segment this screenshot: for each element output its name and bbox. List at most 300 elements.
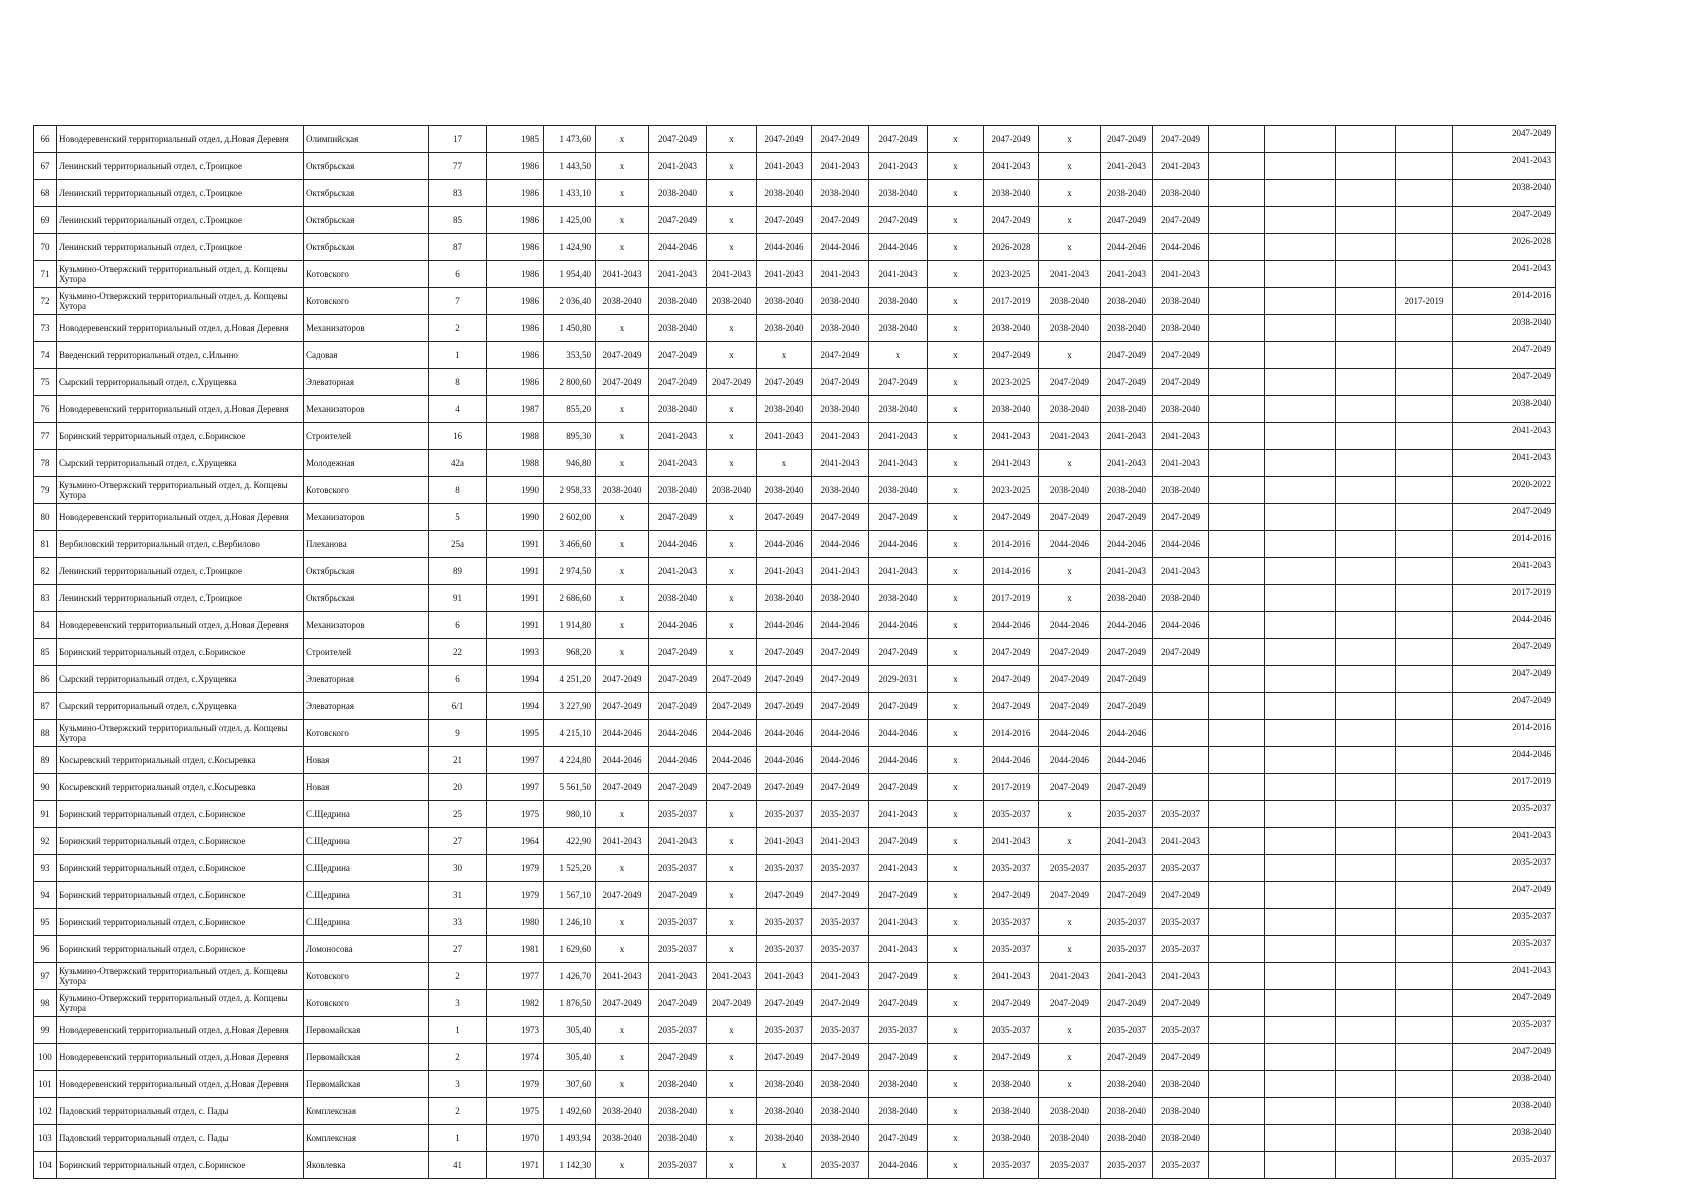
- cell-build-year: 1990: [487, 477, 544, 504]
- cell-row-number: 72: [34, 288, 57, 315]
- cell-period-11: 2044-2046: [1153, 531, 1209, 558]
- cell-house-number: 9: [429, 720, 487, 747]
- cell-period-12: [1209, 1017, 1265, 1044]
- cell-period-12: [1209, 153, 1265, 180]
- cell-territorial-department: Косыревский территориальный отдел, с.Косыревка: [57, 774, 304, 801]
- cell-period-3: х: [707, 1044, 757, 1071]
- cell-period-5: 2047-2049: [812, 369, 869, 396]
- cell-period-14: [1336, 1098, 1396, 1125]
- cell-territorial-department: Ленинский территориальный отдел, с.Троицкое: [57, 153, 304, 180]
- cell-period-11: 2038-2040: [1153, 1098, 1209, 1125]
- cell-period-6: 2047-2049: [869, 639, 928, 666]
- cell-period-7: х: [928, 369, 984, 396]
- cell-period-1: 2047-2049: [596, 774, 649, 801]
- cell-period-14: [1336, 450, 1396, 477]
- cell-period-14: [1336, 612, 1396, 639]
- cell-period-11: [1153, 720, 1209, 747]
- document-page: [33, 125, 1556, 1179]
- cell-period-8: 2014-2016: [984, 531, 1039, 558]
- cell-period-10: 2038-2040: [1101, 315, 1153, 342]
- cell-period-2: 2041-2043: [649, 963, 707, 990]
- cell-house-number: 25: [429, 801, 487, 828]
- table-row: [34, 180, 1556, 207]
- cell-period-2: 2041-2043: [649, 261, 707, 288]
- cell-period-9: 2047-2049: [1039, 369, 1101, 396]
- cell-period-14: [1336, 1071, 1396, 1098]
- cell-period-4: 2041-2043: [757, 153, 812, 180]
- cell-house-number: 7: [429, 288, 487, 315]
- cell-period-13: [1265, 450, 1336, 477]
- cell-period-7: х: [928, 1125, 984, 1152]
- cell-final-period: 2038-2040: [1453, 180, 1556, 207]
- cell-period-2: 2047-2049: [649, 369, 707, 396]
- cell-period-8: 2047-2049: [984, 207, 1039, 234]
- cell-period-9: 2047-2049: [1039, 693, 1101, 720]
- cell-period-2: 2047-2049: [649, 126, 707, 153]
- cell-period-15: [1396, 1071, 1453, 1098]
- cell-period-8: 2017-2019: [984, 774, 1039, 801]
- cell-period-1: 2047-2049: [596, 342, 649, 369]
- cell-area: 855,20: [544, 396, 596, 423]
- cell-house-number: 16: [429, 423, 487, 450]
- cell-build-year: 1981: [487, 936, 544, 963]
- table-row: [34, 585, 1556, 612]
- cell-period-3: х: [707, 504, 757, 531]
- cell-period-9: 2044-2046: [1039, 612, 1101, 639]
- cell-period-1: х: [596, 504, 649, 531]
- table-row: [34, 153, 1556, 180]
- cell-build-year: 1990: [487, 504, 544, 531]
- cell-territorial-department: Кузьмино-Отвержский территориальный отдел, д. Копцевы Хутора: [57, 720, 304, 747]
- cell-build-year: 1977: [487, 963, 544, 990]
- cell-period-11: 2035-2037: [1153, 1152, 1209, 1179]
- cell-period-10: 2035-2037: [1101, 909, 1153, 936]
- cell-street: Олимпийская: [304, 126, 429, 153]
- cell-period-11: 2038-2040: [1153, 585, 1209, 612]
- cell-period-1: х: [596, 207, 649, 234]
- cell-period-10: 2041-2043: [1101, 963, 1153, 990]
- table-row: [34, 693, 1556, 720]
- cell-period-3: 2038-2040: [707, 477, 757, 504]
- cell-period-8: 2017-2019: [984, 585, 1039, 612]
- cell-row-number: 101: [34, 1071, 57, 1098]
- cell-period-2: 2038-2040: [649, 396, 707, 423]
- cell-period-15: [1396, 855, 1453, 882]
- cell-period-11: 2047-2049: [1153, 639, 1209, 666]
- cell-period-9: х: [1039, 450, 1101, 477]
- cell-period-6: 2044-2046: [869, 720, 928, 747]
- cell-period-13: [1265, 1044, 1336, 1071]
- cell-period-1: 2047-2049: [596, 693, 649, 720]
- cell-period-14: [1336, 936, 1396, 963]
- cell-period-7: х: [928, 1071, 984, 1098]
- cell-period-15: [1396, 639, 1453, 666]
- cell-period-14: [1336, 342, 1396, 369]
- cell-period-1: х: [596, 855, 649, 882]
- cell-period-13: [1265, 666, 1336, 693]
- cell-house-number: 25а: [429, 531, 487, 558]
- cell-house-number: 31: [429, 882, 487, 909]
- cell-period-1: х: [596, 936, 649, 963]
- cell-period-7: х: [928, 990, 984, 1017]
- cell-final-period: 2026-2028: [1453, 234, 1556, 261]
- cell-period-4: 2041-2043: [757, 261, 812, 288]
- cell-period-11: 2038-2040: [1153, 180, 1209, 207]
- cell-build-year: 1970: [487, 1125, 544, 1152]
- cell-period-11: 2038-2040: [1153, 396, 1209, 423]
- cell-territorial-department: Кузьмино-Отвержский территориальный отдел, д. Копцевы Хутора: [57, 288, 304, 315]
- cell-period-9: х: [1039, 1071, 1101, 1098]
- cell-period-10: 2044-2046: [1101, 747, 1153, 774]
- cell-period-15: [1396, 747, 1453, 774]
- cell-period-3: 2041-2043: [707, 963, 757, 990]
- cell-final-period: 2017-2019: [1453, 774, 1556, 801]
- cell-period-5: 2047-2049: [812, 504, 869, 531]
- cell-period-2: 2038-2040: [649, 1071, 707, 1098]
- cell-period-3: х: [707, 1071, 757, 1098]
- cell-build-year: 1980: [487, 909, 544, 936]
- cell-period-7: х: [928, 396, 984, 423]
- cell-period-1: х: [596, 450, 649, 477]
- cell-build-year: 1991: [487, 531, 544, 558]
- cell-period-11: 2038-2040: [1153, 1125, 1209, 1152]
- cell-period-11: 2044-2046: [1153, 612, 1209, 639]
- cell-period-14: [1336, 720, 1396, 747]
- cell-period-1: 2047-2049: [596, 990, 649, 1017]
- cell-period-15: [1396, 342, 1453, 369]
- cell-period-5: 2044-2046: [812, 234, 869, 261]
- cell-period-2: 2038-2040: [649, 477, 707, 504]
- cell-period-10: 2041-2043: [1101, 153, 1153, 180]
- cell-period-12: [1209, 450, 1265, 477]
- cell-house-number: 91: [429, 585, 487, 612]
- cell-period-14: [1336, 288, 1396, 315]
- cell-period-7: х: [928, 585, 984, 612]
- table-row: [34, 1098, 1556, 1125]
- cell-period-5: 2044-2046: [812, 612, 869, 639]
- cell-period-3: х: [707, 936, 757, 963]
- cell-period-11: 2047-2049: [1153, 126, 1209, 153]
- cell-period-3: х: [707, 531, 757, 558]
- cell-row-number: 77: [34, 423, 57, 450]
- cell-period-15: [1396, 828, 1453, 855]
- cell-period-6: 2029-2031: [869, 666, 928, 693]
- cell-period-7: х: [928, 531, 984, 558]
- cell-period-11: 2035-2037: [1153, 855, 1209, 882]
- cell-territorial-department: Боринский территориальный отдел, с.Боринское: [57, 801, 304, 828]
- cell-period-5: 2038-2040: [812, 585, 869, 612]
- cell-area: 2 800,60: [544, 369, 596, 396]
- cell-period-3: 2047-2049: [707, 693, 757, 720]
- table-row: [34, 1071, 1556, 1098]
- cell-territorial-department: Ленинский территориальный отдел, с.Троицкое: [57, 585, 304, 612]
- cell-build-year: 1988: [487, 450, 544, 477]
- cell-period-11: 2047-2049: [1153, 990, 1209, 1017]
- cell-period-10: 2047-2049: [1101, 207, 1153, 234]
- cell-period-13: [1265, 774, 1336, 801]
- cell-period-1: 2044-2046: [596, 747, 649, 774]
- cell-period-12: [1209, 342, 1265, 369]
- cell-period-10: 2047-2049: [1101, 369, 1153, 396]
- cell-period-2: 2047-2049: [649, 207, 707, 234]
- cell-final-period: 2038-2040: [1453, 1098, 1556, 1125]
- cell-house-number: 6: [429, 261, 487, 288]
- cell-build-year: 1986: [487, 180, 544, 207]
- cell-area: 2 036,40: [544, 288, 596, 315]
- cell-row-number: 87: [34, 693, 57, 720]
- cell-period-11: 2038-2040: [1153, 1071, 1209, 1098]
- cell-period-4: 2038-2040: [757, 180, 812, 207]
- cell-period-5: 2041-2043: [812, 261, 869, 288]
- cell-period-2: 2035-2037: [649, 936, 707, 963]
- cell-area: 3 466,60: [544, 531, 596, 558]
- cell-row-number: 96: [34, 936, 57, 963]
- cell-period-3: х: [707, 342, 757, 369]
- cell-row-number: 100: [34, 1044, 57, 1071]
- cell-territorial-department: Косыревский территориальный отдел, с.Косыревка: [57, 747, 304, 774]
- cell-period-2: 2041-2043: [649, 450, 707, 477]
- cell-period-6: х: [869, 342, 928, 369]
- cell-period-7: х: [928, 450, 984, 477]
- cell-area: 5 561,50: [544, 774, 596, 801]
- cell-row-number: 99: [34, 1017, 57, 1044]
- cell-row-number: 71: [34, 261, 57, 288]
- cell-period-2: 2044-2046: [649, 612, 707, 639]
- cell-period-5: 2038-2040: [812, 396, 869, 423]
- cell-territorial-department: Кузьмино-Отвержский территориальный отдел, д. Копцевы Хутора: [57, 963, 304, 990]
- cell-house-number: 89: [429, 558, 487, 585]
- cell-house-number: 8: [429, 477, 487, 504]
- cell-area: 305,40: [544, 1017, 596, 1044]
- cell-period-1: х: [596, 558, 649, 585]
- cell-period-8: 2044-2046: [984, 747, 1039, 774]
- cell-period-15: [1396, 450, 1453, 477]
- cell-final-period: 2038-2040: [1453, 1125, 1556, 1152]
- cell-period-5: 2041-2043: [812, 153, 869, 180]
- cell-period-7: х: [928, 207, 984, 234]
- cell-period-14: [1336, 153, 1396, 180]
- cell-period-4: 2047-2049: [757, 639, 812, 666]
- cell-period-8: 2047-2049: [984, 882, 1039, 909]
- cell-build-year: 1979: [487, 1071, 544, 1098]
- cell-period-10: 2047-2049: [1101, 1044, 1153, 1071]
- cell-period-12: [1209, 180, 1265, 207]
- cell-house-number: 22: [429, 639, 487, 666]
- cell-period-9: 2038-2040: [1039, 315, 1101, 342]
- cell-period-7: х: [928, 558, 984, 585]
- cell-period-1: х: [596, 585, 649, 612]
- cell-period-12: [1209, 261, 1265, 288]
- cell-period-5: 2047-2049: [812, 126, 869, 153]
- cell-period-6: 2041-2043: [869, 936, 928, 963]
- cell-period-11: 2035-2037: [1153, 801, 1209, 828]
- cell-period-15: [1396, 936, 1453, 963]
- cell-street: С.Щедрина: [304, 855, 429, 882]
- cell-build-year: 1964: [487, 828, 544, 855]
- cell-period-12: [1209, 126, 1265, 153]
- cell-period-15: [1396, 234, 1453, 261]
- cell-period-8: 2035-2037: [984, 909, 1039, 936]
- cell-house-number: 77: [429, 153, 487, 180]
- cell-period-13: [1265, 153, 1336, 180]
- cell-period-4: 2047-2049: [757, 1044, 812, 1071]
- cell-row-number: 97: [34, 963, 57, 990]
- cell-period-11: 2035-2037: [1153, 936, 1209, 963]
- cell-period-15: [1396, 261, 1453, 288]
- cell-build-year: 1997: [487, 747, 544, 774]
- cell-period-15: [1396, 1044, 1453, 1071]
- cell-build-year: 1979: [487, 855, 544, 882]
- cell-street: Механизаторов: [304, 396, 429, 423]
- cell-period-9: х: [1039, 126, 1101, 153]
- cell-period-2: 2047-2049: [649, 1044, 707, 1071]
- cell-period-2: 2035-2037: [649, 1152, 707, 1179]
- cell-period-14: [1336, 396, 1396, 423]
- cell-house-number: 20: [429, 774, 487, 801]
- cell-period-7: х: [928, 1044, 984, 1071]
- table-row: [34, 774, 1556, 801]
- cell-period-12: [1209, 531, 1265, 558]
- cell-period-1: 2038-2040: [596, 1098, 649, 1125]
- cell-house-number: 4: [429, 396, 487, 423]
- cell-final-period: 2035-2037: [1453, 936, 1556, 963]
- cell-period-14: [1336, 504, 1396, 531]
- cell-area: 1 443,50: [544, 153, 596, 180]
- cell-row-number: 85: [34, 639, 57, 666]
- cell-area: 1 425,00: [544, 207, 596, 234]
- cell-row-number: 103: [34, 1125, 57, 1152]
- cell-period-6: 2047-2049: [869, 1125, 928, 1152]
- cell-period-4: 2044-2046: [757, 747, 812, 774]
- cell-period-8: 2047-2049: [984, 1044, 1039, 1071]
- cell-period-1: 2047-2049: [596, 666, 649, 693]
- cell-final-period: 2035-2037: [1453, 1017, 1556, 1044]
- cell-period-6: 2047-2049: [869, 504, 928, 531]
- cell-period-7: х: [928, 234, 984, 261]
- cell-period-8: 2023-2025: [984, 477, 1039, 504]
- cell-territorial-department: Новодеревенский территориальный отдел, д.Новая Деревня: [57, 612, 304, 639]
- cell-period-9: 2041-2043: [1039, 261, 1101, 288]
- cell-period-11: 2047-2049: [1153, 342, 1209, 369]
- cell-period-14: [1336, 261, 1396, 288]
- cell-period-9: 2047-2049: [1039, 504, 1101, 531]
- cell-period-2: 2047-2049: [649, 774, 707, 801]
- cell-area: 1 492,60: [544, 1098, 596, 1125]
- cell-period-12: [1209, 396, 1265, 423]
- cell-period-1: х: [596, 234, 649, 261]
- cell-period-5: 2047-2049: [812, 882, 869, 909]
- cell-territorial-department: Кузьмино-Отвержский территориальный отдел, д. Копцевы Хутора: [57, 261, 304, 288]
- cell-period-7: х: [928, 639, 984, 666]
- cell-period-4: х: [757, 450, 812, 477]
- cell-period-2: 2041-2043: [649, 423, 707, 450]
- cell-period-10: 2047-2049: [1101, 504, 1153, 531]
- cell-area: 946,80: [544, 450, 596, 477]
- cell-final-period: 2020-2022: [1453, 477, 1556, 504]
- cell-period-8: 2017-2019: [984, 288, 1039, 315]
- cell-period-13: [1265, 180, 1336, 207]
- cell-period-15: [1396, 423, 1453, 450]
- cell-period-4: 2047-2049: [757, 666, 812, 693]
- cell-period-11: 2047-2049: [1153, 207, 1209, 234]
- cell-row-number: 83: [34, 585, 57, 612]
- cell-period-10: 2035-2037: [1101, 1017, 1153, 1044]
- cell-period-6: 2041-2043: [869, 261, 928, 288]
- cell-period-15: [1396, 153, 1453, 180]
- cell-period-5: 2035-2037: [812, 1152, 869, 1179]
- cell-final-period: 2047-2049: [1453, 666, 1556, 693]
- cell-territorial-department: Боринский территориальный отдел, с.Боринское: [57, 423, 304, 450]
- cell-period-10: 2035-2037: [1101, 855, 1153, 882]
- cell-period-7: х: [928, 747, 984, 774]
- cell-period-3: х: [707, 396, 757, 423]
- cell-period-7: х: [928, 882, 984, 909]
- cell-period-4: 2038-2040: [757, 585, 812, 612]
- cell-period-4: х: [757, 342, 812, 369]
- cell-street: Котовского: [304, 990, 429, 1017]
- cell-street: Котовского: [304, 477, 429, 504]
- cell-final-period: 2041-2043: [1453, 423, 1556, 450]
- cell-period-15: [1396, 801, 1453, 828]
- cell-period-13: [1265, 747, 1336, 774]
- cell-period-15: [1396, 882, 1453, 909]
- cell-period-4: 2047-2049: [757, 882, 812, 909]
- cell-period-5: 2041-2043: [812, 558, 869, 585]
- table-body: [34, 126, 1556, 1179]
- cell-row-number: 94: [34, 882, 57, 909]
- cell-period-10: 2047-2049: [1101, 693, 1153, 720]
- cell-period-9: 2038-2040: [1039, 396, 1101, 423]
- cell-build-year: 1986: [487, 288, 544, 315]
- cell-period-7: х: [928, 909, 984, 936]
- cell-period-5: 2041-2043: [812, 828, 869, 855]
- table-row: [34, 234, 1556, 261]
- cell-period-6: 2035-2037: [869, 1017, 928, 1044]
- cell-period-14: [1336, 1125, 1396, 1152]
- cell-period-5: 2035-2037: [812, 801, 869, 828]
- cell-period-14: [1336, 234, 1396, 261]
- cell-build-year: 1987: [487, 396, 544, 423]
- cell-final-period: 2035-2037: [1453, 801, 1556, 828]
- cell-final-period: 2047-2049: [1453, 693, 1556, 720]
- cell-period-12: [1209, 1152, 1265, 1179]
- cell-period-14: [1336, 828, 1396, 855]
- table-row: [34, 801, 1556, 828]
- cell-period-10: 2035-2037: [1101, 801, 1153, 828]
- cell-period-13: [1265, 882, 1336, 909]
- cell-period-5: 2044-2046: [812, 747, 869, 774]
- cell-area: 1 914,80: [544, 612, 596, 639]
- cell-period-10: 2041-2043: [1101, 261, 1153, 288]
- cell-period-4: 2038-2040: [757, 1071, 812, 1098]
- cell-street: Новая: [304, 747, 429, 774]
- table-row: [34, 936, 1556, 963]
- cell-territorial-department: Падовский территориальный отдел, с. Пады: [57, 1125, 304, 1152]
- cell-house-number: 2: [429, 1098, 487, 1125]
- cell-period-9: 2044-2046: [1039, 531, 1101, 558]
- cell-period-13: [1265, 855, 1336, 882]
- cell-street: Первомайская: [304, 1071, 429, 1098]
- cell-period-15: 2017-2019: [1396, 288, 1453, 315]
- cell-house-number: 6: [429, 612, 487, 639]
- cell-period-14: [1336, 126, 1396, 153]
- cell-period-14: [1336, 855, 1396, 882]
- cell-period-13: [1265, 234, 1336, 261]
- cell-period-6: 2044-2046: [869, 234, 928, 261]
- cell-period-10: 2041-2043: [1101, 558, 1153, 585]
- cell-period-1: 2041-2043: [596, 963, 649, 990]
- cell-build-year: 1988: [487, 423, 544, 450]
